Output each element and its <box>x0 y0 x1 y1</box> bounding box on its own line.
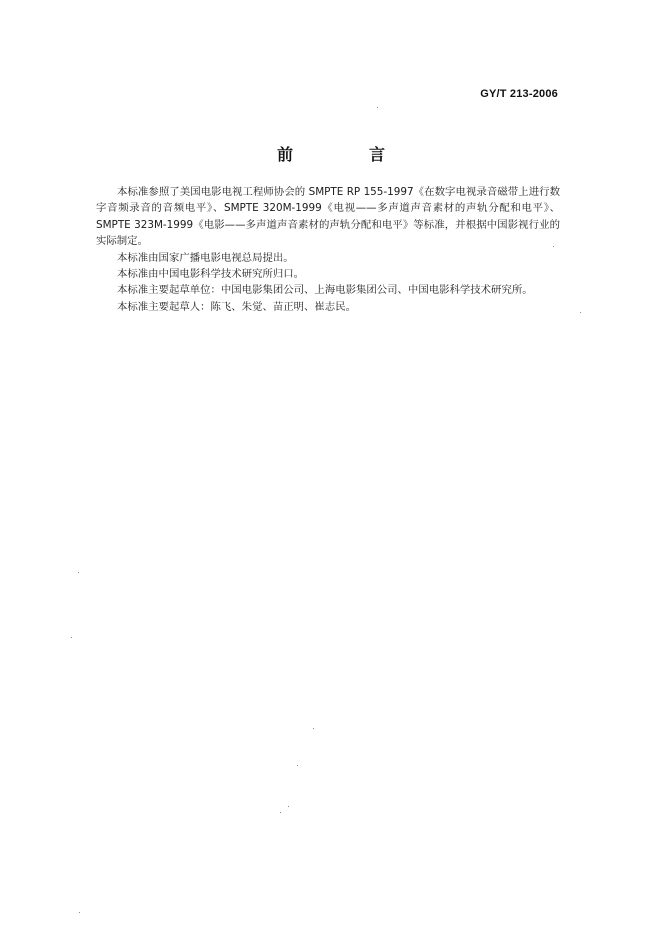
paragraph-drafters: 本标准主要起草人：陈飞、朱觉、苗正明、崔志民。 <box>117 300 356 313</box>
paragraph-proposer: 本标准由国家广播电影电视总局提出。 <box>117 251 294 264</box>
scan-speck <box>79 912 80 913</box>
scan-speck <box>78 572 79 573</box>
scan-speck <box>280 812 281 813</box>
foreword-body <box>96 184 560 315</box>
scan-speck <box>580 312 581 313</box>
scan-speck <box>71 637 72 638</box>
standard-code: GY/T 213-2006 <box>480 88 558 100</box>
paragraph-drafting-organizations: 本标准主要起草单位：中国电影集团公司、上海电影集团公司、中国电影科学技术研究所。 <box>117 284 533 297</box>
scan-speck <box>288 806 289 807</box>
paragraph-reference-standards: 本标准参照了美国电影电视工程师协会的 SMPTE RP 155-1997《在数字电视录音磁带上进行数字音频录音的音频电平》、SMPTE 320M-1999《电视——多声道声音素材的声轨分配和电平》、SMPTE 323M-1999《电影——多声道声音素材的声轨分配和电平》等标准，并根据中国影视行业的实际制定。 <box>96 186 560 248</box>
scan-speck <box>313 728 314 729</box>
page-title: 前 言 <box>276 145 415 164</box>
scan-speck <box>297 765 298 766</box>
scan-speck <box>553 246 554 247</box>
scan-speck <box>377 107 378 108</box>
paragraph-administrator: 本标准由中国电影科学技术研究所归口。 <box>117 268 305 281</box>
